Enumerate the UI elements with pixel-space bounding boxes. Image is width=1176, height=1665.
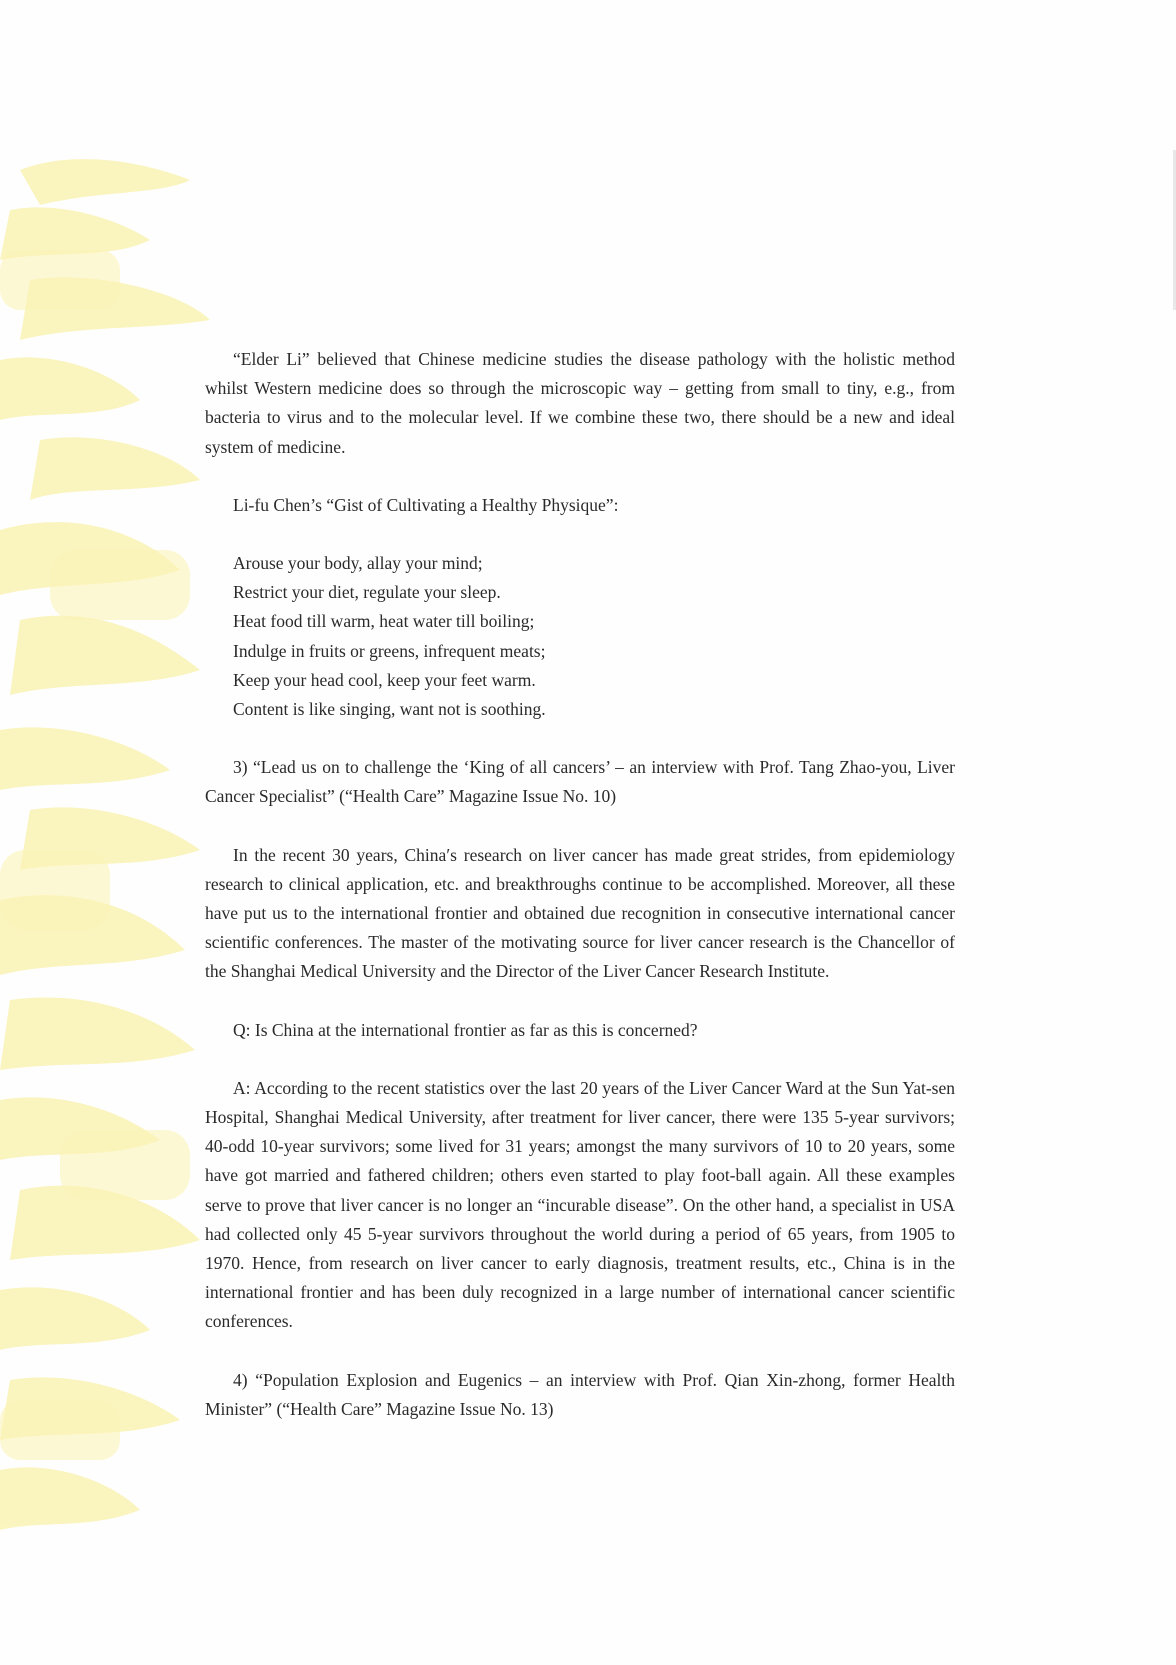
poem-block [233,549,955,724]
document-body [205,345,955,1453]
poem-line: Keep your head cool, keep your feet warm. [233,669,536,690]
question-paragraph: Q: Is China at the international frontier as far as this is concerned? [233,1019,698,1040]
poem-line: Heat food till warm, heat water till boiling; [233,611,535,632]
item-3-heading: 3) “Lead us on to challenge the ‘King of all cancers’ – an interview with Prof. Tang Zhao-you, Liver Cancer Specialist” (“Health Care” Magazine Issue No. 10) [205,757,955,807]
poem-line: Content is like singing, want not is soothing. [233,699,546,720]
item-4-heading: 4) “Population Explosion and Eugenics – an interview with Prof. Qian Xin-zhong, former Health Minister” (“Health Care” Magazine Issue No. 13) [205,1369,955,1419]
poem-line: Arouse your body, allay your mind; [233,553,483,574]
paragraph-liver-research: In the recent 30 years, China′s research on liver cancer has made great strides, from epidemiology research to clinical application, etc. and breakthroughs continue to be accomplished. Moreover, all these have put us to the international frontier and obtained due recognition in consecutive international cancer scientific conferences. The master of the motivating source for liver cancer research is the Chancellor of the Shanghai Medical University and the Director of the Liver Cancer Research Institute. [205,844,955,982]
paragraph-elder-li: “Elder Li” believed that Chinese medicine studies the disease pathology with the holistic method whilst Western medicine does so through the microscopic way – getting from small to tiny, e.g., from bacteria to virus and to the molecular level. If we combine these two, there should be a new and ideal system of medicine. [205,349,955,457]
gist-title: Li-fu Chen’s “Gist of Cultivating a Healthy Physique”: [233,494,619,515]
poem-line: Indulge in fruits or greens, infrequent meats; [233,640,546,661]
answer-paragraph: A: According to the recent statistics over the last 20 years of the Liver Cancer Ward at the Sun Yat-sen Hospital, Shanghai Medical University, after treatment for liver cancer, there were 135 5-year survivors; 40-odd 10-year survivors; some lived for 31 years; amongst the many survivors of 10 to 20 years, some have got married and fathered children; others even started to play foot-ball again. All these examples serve to prove that liver cancer is no longer an “incurable disease”. On the other hand, a specialist in USA had collected only 45 5-year survivors throughout the world during a period of 65 years, from 1905 to 1970. Hence, from research on liver cancer to early diagnosis, treatment results, etc., China is in the international frontier and has been duly recognized in a large number of international cancer scientific conferences. [205,1077,955,1332]
poem-line: Restrict your diet, regulate your sleep. [233,582,501,603]
calligraphy-watermark [0,150,230,1550]
